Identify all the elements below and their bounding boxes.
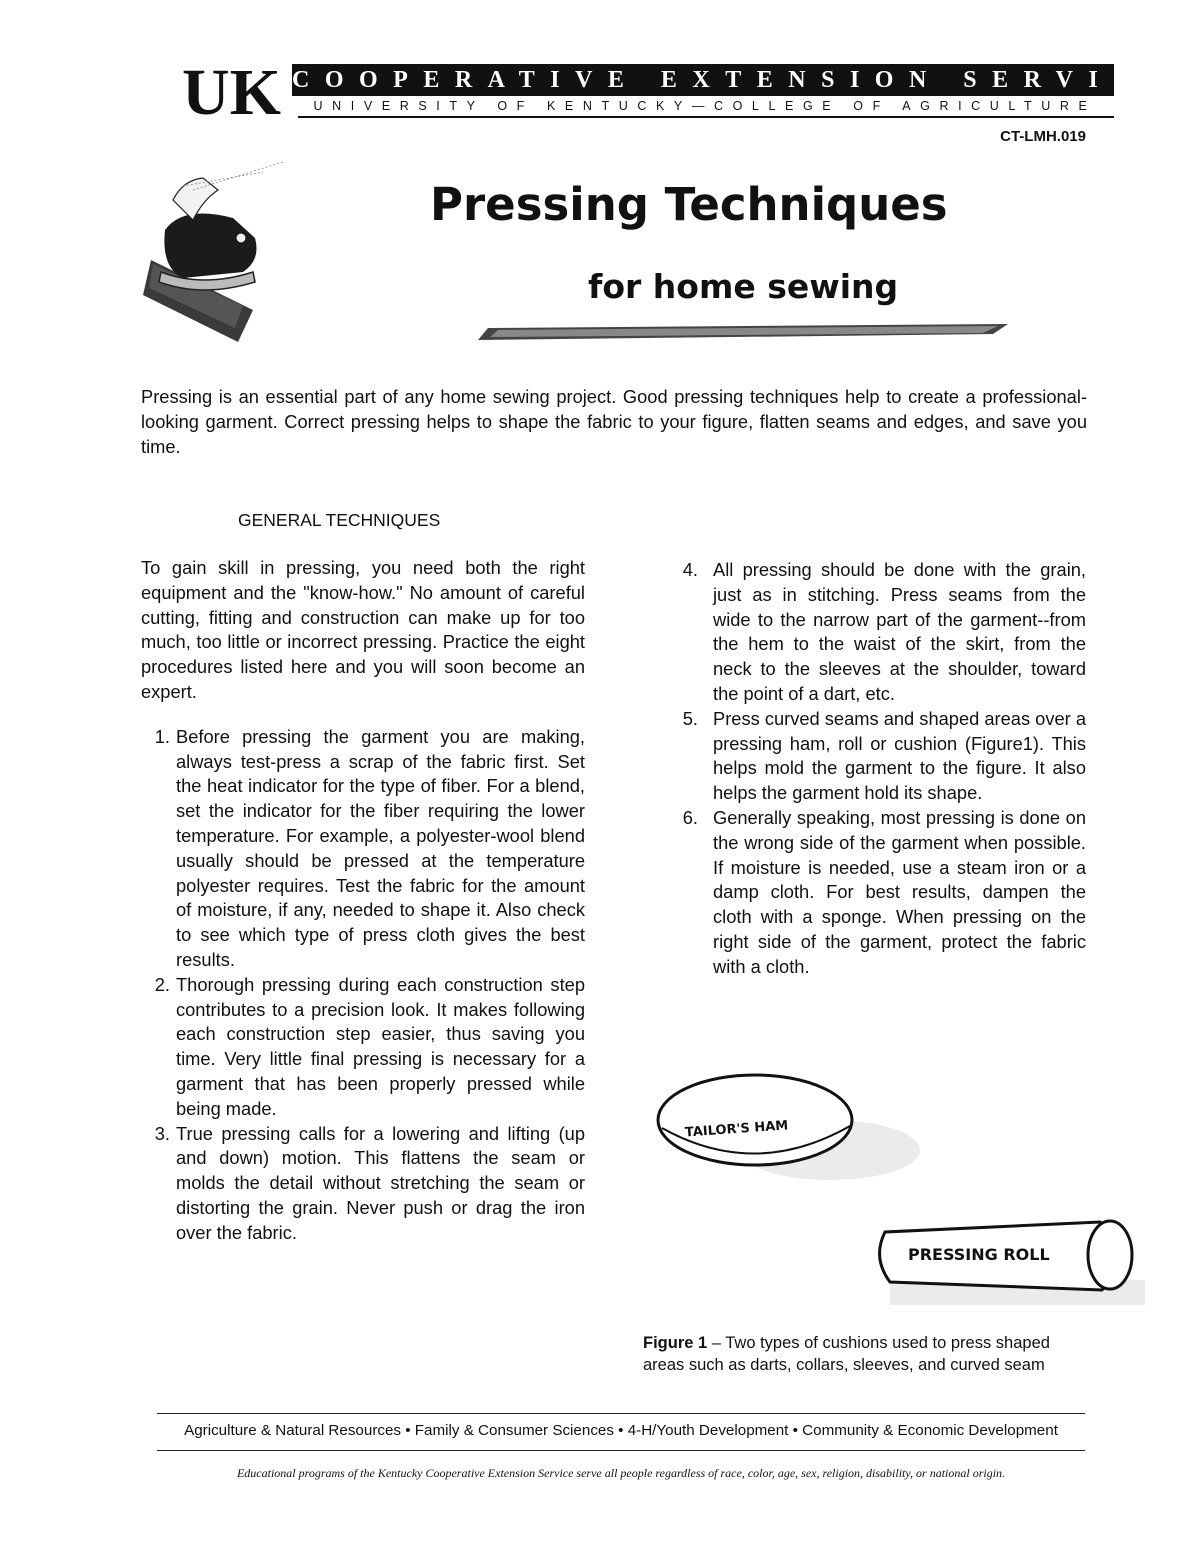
intro-paragraph: Pressing is an essential part of any home sewing project. Good pressing techniques help to create a professional-looking garment. Correct pressing helps to shape the fabric to your figure, flatten seams and edges, and save you time.	[141, 386, 1087, 457]
list-item-number: 3.	[154, 1122, 170, 1144]
ham-label: TAILOR'S HAM	[684, 1118, 789, 1141]
nondiscrimination-statement: Educational programs of the Kentucky Cooperative Extension Service serve all people regardless of race, color, age, sex, religion, disability, or national origin.	[236, 1466, 1006, 1480]
left-column	[141, 556, 585, 1246]
list-item-number: 5.	[682, 707, 698, 729]
footer-rule	[157, 1413, 1085, 1414]
list-item-text: Press curved seams and shaped areas over a pressing ham, roll or cushion (Figure1). This helps mold the garment to the figure. It also helps the garment hold its shape.	[713, 707, 1086, 804]
pressing-roll-illustration	[870, 1210, 1145, 1310]
list-item	[676, 558, 1086, 707]
tailors-ham-illustration	[650, 1070, 920, 1190]
list-item-number: 6.	[682, 806, 698, 828]
figure-caption-label: Figure 1	[643, 1334, 708, 1352]
list-item-text: Thorough pressing during each construction step contributes to a precision look. It makes following each construction step easier, thus saving you time. Very little final pressing is necessary for a garment that has been properly pressed while being made.	[176, 973, 585, 1119]
list-item-text: Generally speaking, most pressing is done on the wrong side of the garment when possible. If moisture is needed, use a steam iron or a damp cloth. For best results, dampen the cloth with a sponge. When pressing on the right side of the garment, protect the fabric with a cloth.	[713, 806, 1086, 977]
list-item	[154, 1122, 585, 1246]
page-subtitle: for home sewing	[588, 267, 899, 306]
figure-caption-text: – Two types of cushions used to press shaped areas such as darts, collars, sleeves, and curved seam	[643, 1334, 1050, 1374]
header-rule	[298, 116, 1114, 118]
decorative-stroke	[478, 322, 1008, 342]
figure-caption	[643, 1332, 1093, 1376]
list-item	[676, 707, 1086, 806]
right-column	[676, 558, 1086, 980]
list-item-number: 4.	[682, 559, 698, 580]
program-areas: Agriculture & Natural Resources • Family & Consumer Sciences • 4-H/Youth Development • Community & Economic Development	[184, 1422, 1058, 1439]
techniques-list-left	[154, 725, 585, 1246]
uk-logo	[182, 60, 292, 120]
document-code: CT-LMH.019	[1000, 128, 1086, 145]
list-item	[154, 725, 585, 973]
cooperative-extension-banner: COOPERATIVE EXTENSION SERVICE	[292, 64, 1114, 96]
list-item-number: 1.	[154, 725, 170, 747]
list-item	[676, 806, 1086, 980]
roll-label: PRESSING ROLL	[908, 1245, 1050, 1264]
list-item	[154, 973, 585, 1122]
uk-logo-text: UK	[182, 60, 281, 120]
list-item-text: All pressing should be done with the grain, just as in stitching. Press seams from the wide to the narrow part of the garment--from the hem to the waist of the skirt, from the neck to the sleeves at the shoulder, toward the point of a dart, etc.	[713, 559, 1086, 704]
lead-paragraph: To gain skill in pressing, you need both the right equipment and the "know-how." No amount of careful cutting, fitting and construction can make up for too much, too little or incorrect pressing. Practice the eight procedures listed here and you will soon become an expert.	[141, 557, 585, 702]
page-title: Pressing Techniques	[430, 178, 948, 231]
iron-illustration	[143, 160, 293, 345]
university-line: UNIVERSITY OF KENTUCKY—COLLEGE OF AGRICULTURE	[313, 99, 1097, 113]
footer-rule	[157, 1450, 1085, 1451]
list-item-number: 2.	[154, 973, 170, 995]
list-item-text: Before pressing the garment you are making, always test-press a scrap of the fabric first. Set the heat indicator for the type of fiber. For a blend, set the indicator for the fiber requiring the lower temperature. For example, a polyester-wool blend usually should be pressed at the temperature polyester requires. Test the fabric for the amount of moisture, if any, needed to shape it. Also check to see which type of press cloth gives the best results.	[176, 725, 585, 970]
list-item-text: True pressing calls for a lowering and lifting (up and down) motion. This flattens the seam or molds the detail without stretching the seam or distorting the grain. Never push or drag the iron over the fabric.	[176, 1122, 585, 1243]
section-heading: GENERAL TECHNIQUES	[238, 510, 441, 530]
techniques-list-right	[676, 558, 1086, 980]
